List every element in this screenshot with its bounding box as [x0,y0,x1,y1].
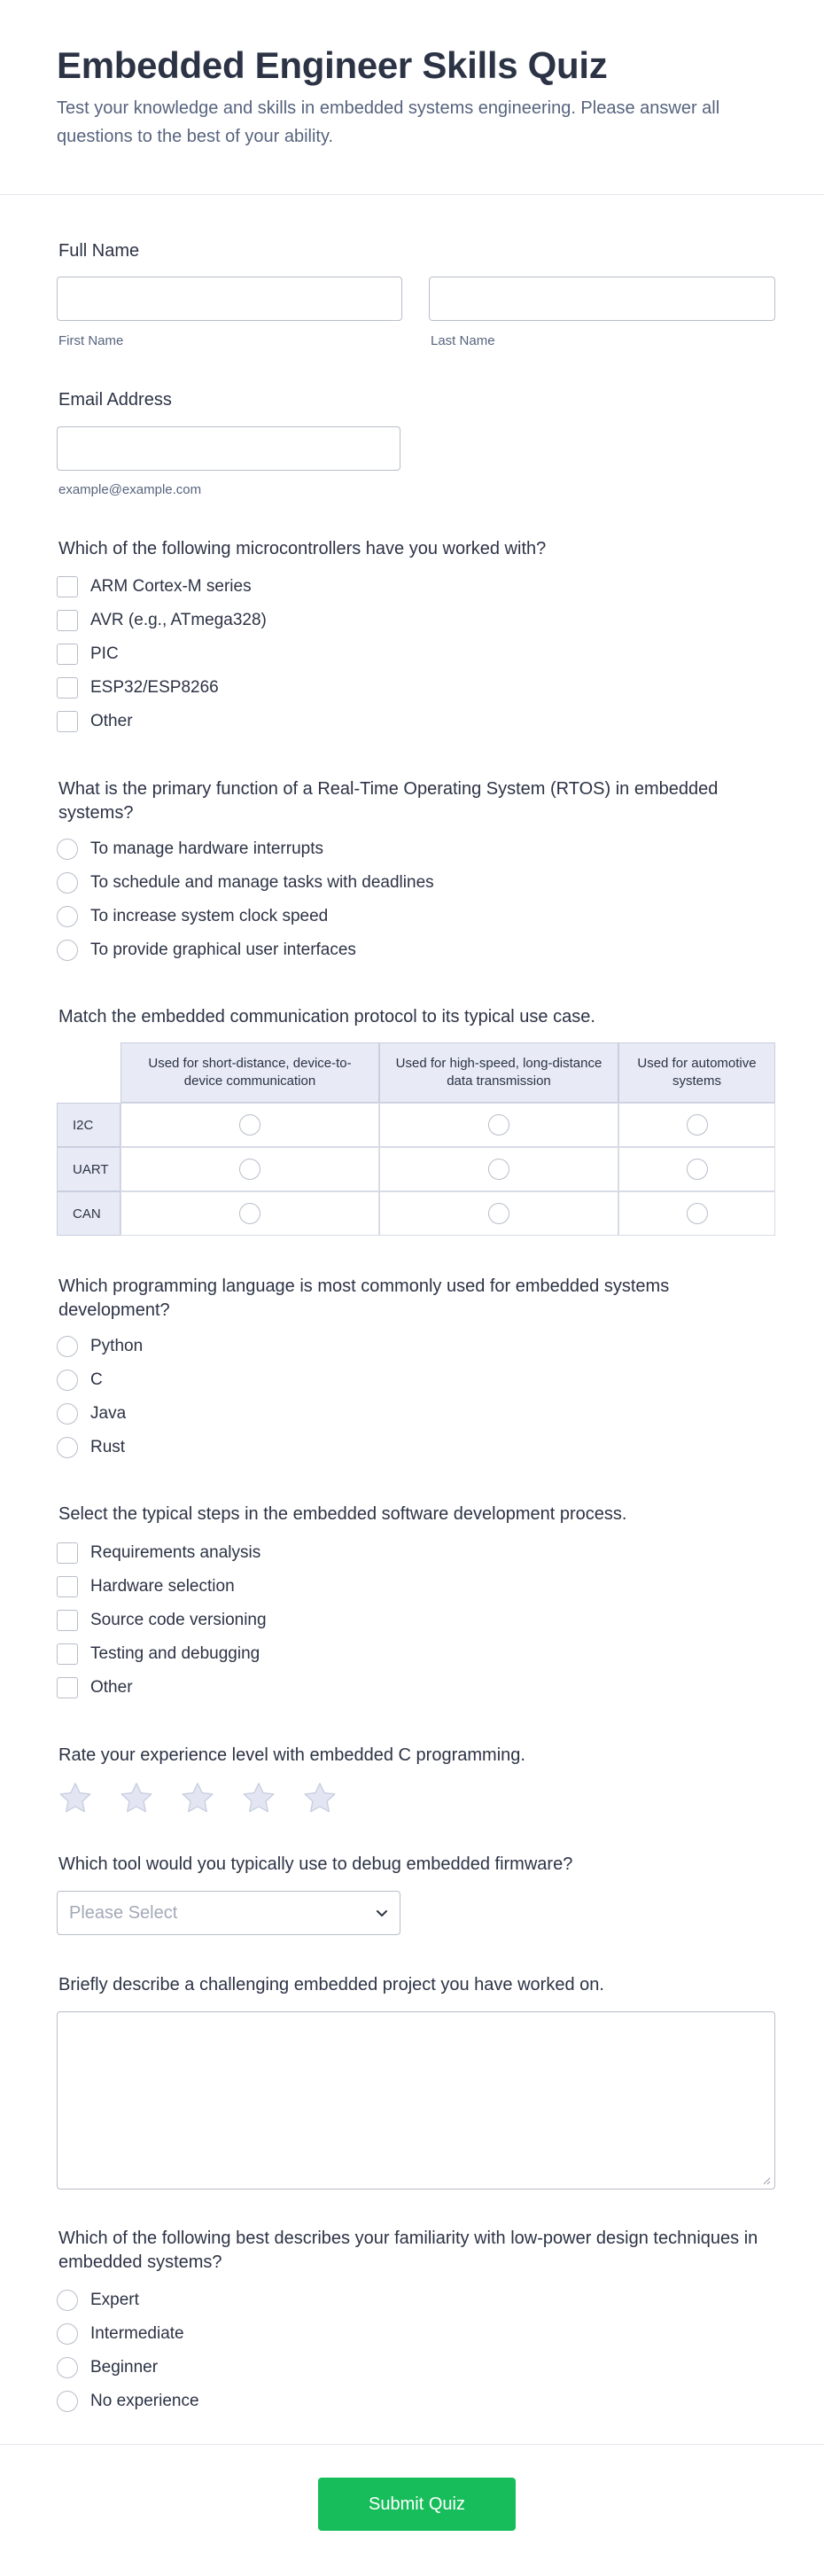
option-label: Beginner [90,2358,159,2377]
project-textarea[interactable] [57,2011,775,2190]
language-question: Which programming language is most commonly used for embedded systems development? [58,1276,670,1320]
radio[interactable] [57,839,78,860]
lowpower-question: Which of the following best describes your familiarity with low-power design techniques in embedded systems? [58,2229,758,2272]
rtos-question: What is the primary function of a Real-Time Operating System (RTOS) in embedded systems? [58,779,719,823]
form-description: Test your knowledge and skills in embedded systems engineering. Please answer all questions to the best of your ability. [57,98,720,146]
language-option[interactable] [57,1335,143,1358]
radio[interactable] [57,906,78,927]
microcontroller-option[interactable] [57,575,252,598]
matrix-column-header: Used for automotive systems [618,1042,775,1103]
matrix-cell [618,1191,775,1236]
last-name-input[interactable] [429,277,775,321]
rtos-option[interactable] [57,939,356,962]
step-option[interactable] [57,1609,267,1632]
checkbox[interactable] [57,1576,78,1597]
matrix-row-label: UART [57,1147,120,1191]
radio[interactable] [239,1114,260,1136]
option-label: No experience [90,2392,199,2410]
radio[interactable] [57,1336,78,1357]
microcontrollers-question: Which of the following microcontrollers have you worked with? [58,539,547,558]
email-input[interactable] [57,426,400,471]
checkbox[interactable] [57,1677,78,1698]
full-name-label: Full Name [58,241,140,261]
language-option[interactable] [57,1369,103,1392]
radio[interactable] [687,1114,708,1136]
radio[interactable] [57,2323,78,2345]
option-label: Other [90,712,133,730]
microcontroller-option[interactable] [57,643,119,666]
checkbox[interactable] [57,711,78,732]
radio[interactable] [57,2391,78,2412]
option-label: Expert [90,2291,139,2309]
radio[interactable] [57,1370,78,1391]
matrix-cell [618,1103,775,1147]
radio[interactable] [57,1437,78,1458]
matrix-cell [379,1191,618,1236]
email-sublabel: example@example.com [58,482,202,497]
microcontroller-option[interactable] [57,710,133,733]
rtos-option[interactable] [57,838,323,861]
submit-button[interactable]: Submit Quiz [318,2478,516,2531]
option-label: Other [90,1678,133,1697]
project-question: Briefly describe a challenging embedded project you have worked on. [58,1975,604,1994]
option-label: Python [90,1337,144,1355]
checkbox[interactable] [57,576,78,597]
option-label: Intermediate [90,2324,184,2343]
resize-grip-icon[interactable] [762,2176,771,2185]
radio[interactable] [687,1159,708,1180]
matrix-cell [618,1147,775,1191]
checkbox[interactable] [57,1610,78,1631]
form-title: Embedded Engineer Skills Quiz [57,44,608,86]
option-label: ESP32/ESP8266 [90,678,219,697]
matrix-row-label: I2C [57,1103,120,1147]
option-label: PIC [90,644,119,663]
language-option[interactable] [57,1436,125,1459]
radio[interactable] [57,1403,78,1425]
email-label: Email Address [58,390,172,410]
last-name-sublabel: Last Name [431,333,495,348]
footer-divider [0,2444,824,2445]
tool-question: Which tool would you typically use to debug embedded firmware? [58,1854,573,1874]
radio[interactable] [687,1203,708,1224]
option-label: C [90,1370,103,1389]
protocol-matrix [57,1042,775,1236]
option-label: To schedule and manage tasks with deadlines [90,873,434,892]
checkbox[interactable] [57,1542,78,1564]
matrix-cell [120,1103,379,1147]
step-option[interactable] [57,1643,260,1666]
option-label: To provide graphical user interfaces [90,941,356,959]
option-label: Rust [90,1438,126,1456]
option-label: ARM Cortex-M series [90,577,252,596]
select-placeholder: Please Select [69,1902,178,1923]
matrix-row-label: CAN [57,1191,120,1236]
star-icon[interactable] [301,1780,338,1817]
matrix-column-header: Used for short-distance, device-to-device communication [120,1042,379,1103]
lowpower-option[interactable] [57,2289,139,2312]
rtos-option[interactable] [57,905,328,928]
matrix-cell [120,1147,379,1191]
radio[interactable] [57,2357,78,2378]
star-icon[interactable] [118,1780,155,1817]
radio[interactable] [57,2290,78,2311]
radio[interactable] [239,1203,260,1224]
matrix-cell [379,1147,618,1191]
option-label: Hardware selection [90,1577,235,1596]
checkbox[interactable] [57,1643,78,1665]
matrix-cell [120,1191,379,1236]
option-label: To manage hardware interrupts [90,839,323,858]
language-option[interactable] [57,1402,126,1425]
lowpower-option[interactable] [57,2356,158,2379]
radio[interactable] [57,872,78,894]
matrix-cell [379,1103,618,1147]
tool-select[interactable] [57,1891,400,1935]
radio[interactable] [239,1159,260,1180]
star-icon[interactable] [240,1780,277,1817]
star-icon[interactable] [57,1780,94,1817]
checkbox[interactable] [57,610,78,631]
option-label: Java [90,1404,127,1423]
rtos-option[interactable] [57,871,434,894]
option-label: Source code versioning [90,1611,267,1629]
microcontroller-option[interactable] [57,676,219,699]
radio[interactable] [57,940,78,961]
radio[interactable] [488,1159,509,1180]
matrix-column-header: Used for high-speed, long-distance data transmission [379,1042,618,1103]
radio[interactable] [488,1203,509,1224]
first-name-input[interactable] [57,277,402,321]
matrix-question: Match the embedded communication protocol to its typical use case. [58,1007,595,1026]
checkbox[interactable] [57,644,78,665]
option-label: Requirements analysis [90,1543,261,1562]
lowpower-option[interactable] [57,2322,184,2346]
rating-question: Rate your experience level with embedded C programming. [58,1745,525,1765]
star-rating [57,1780,362,1817]
option-label: To increase system clock speed [90,907,329,925]
first-name-sublabel: First Name [58,333,124,348]
step-option[interactable] [57,1575,235,1598]
radio[interactable] [488,1114,509,1136]
option-label: AVR (e.g., ATmega328) [90,611,267,629]
star-icon[interactable] [179,1780,216,1817]
steps-question: Select the typical steps in the embedded software development process. [58,1504,627,1524]
form-header [0,0,824,195]
microcontroller-option[interactable] [57,609,267,632]
checkbox[interactable] [57,677,78,699]
lowpower-option[interactable] [57,2390,199,2413]
chevron-down-icon [375,1906,389,1920]
step-option[interactable] [57,1676,133,1699]
step-option[interactable] [57,1542,260,1565]
option-label: Testing and debugging [90,1644,260,1663]
